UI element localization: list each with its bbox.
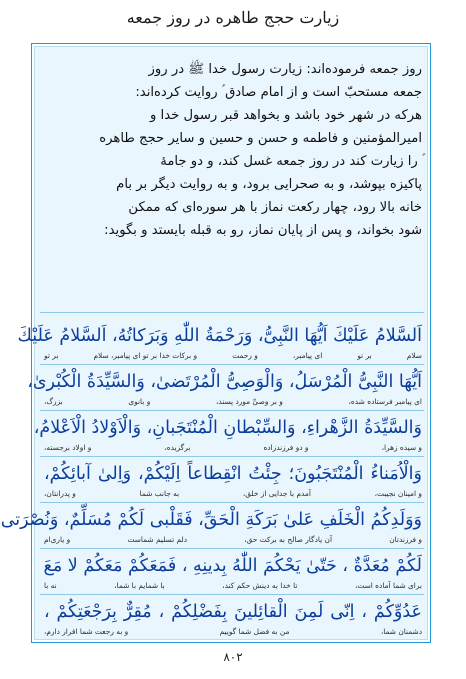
translation-word: ای پیامبر فرستاده شده، xyxy=(348,397,422,406)
line-divider xyxy=(40,410,424,411)
verse-translation xyxy=(44,489,422,499)
translation-word: نه با xyxy=(44,581,57,590)
verse-arabic: وَوَلَدِكُمُ الْخَلَفِ عَلیٰ بَرَكَةِ الْحَقِّ، فَقَلْبی لَكُمْ مُسَلِّمٌ، وَنُصْرَتی xyxy=(0,510,422,530)
verse-translation xyxy=(44,581,422,591)
translation-word: من به فضل شما گوییم xyxy=(219,627,290,636)
translation-word: ای پیامبر، xyxy=(292,351,323,360)
verse-translation xyxy=(44,535,422,545)
translation-word: و اولاد برجسته، xyxy=(44,443,92,452)
translation-word: تا خدا به دینش حکم کند، xyxy=(222,581,298,590)
translation-word: و پدرانتان، xyxy=(44,489,76,498)
verse-arabic: عَدُوِّكُمْ ، اِنّی لَمِنَ الْقائِلینَ بِفَضْلِكُمْ ، مُقِرٌّ بِرَجْعَتِكُمْ ، xyxy=(44,602,422,622)
line-divider xyxy=(40,364,424,365)
line-divider xyxy=(40,456,424,457)
verse-arabic: اَیُّهَا النَّبِیُّ الْمُرْسَلُ، وَالْوَصِیُّ الْمُرْتَضیٰ، وَالسَّیِّدَةُ الْكُبْریٰ، xyxy=(27,372,422,392)
translation-word: و رحمت xyxy=(232,351,258,360)
verse-arabic: لَكُمْ مُعَدَّةٌ ، حَتّیٰ یَحْكُمَ اللّٰهُ بِدینِهِ ، فَمَعَكُمْ مَعَكُمْ لا مَعَ xyxy=(43,556,422,576)
translation-word: بزرگ، xyxy=(44,397,63,406)
prose-line: امیرالمؤمنین و فاطمه و حسن و حسین و سایر حجج طاهره xyxy=(99,131,422,146)
translation-word: و به رجعت شما اقرار دارم، xyxy=(44,627,129,636)
verse-arabic: وَالسَّیِّدَةُ الزَّهْراءِ، وَالسِّبْطانِ الْمُنْتَجَبانِ، وَالْاَوْلادُ الْاَعْلامُ، xyxy=(33,418,422,438)
prose-line: جمعه مستحبّ است و از امام صادق ؑ روایت کرده‌اند: xyxy=(135,85,422,100)
line-divider xyxy=(40,548,424,549)
verse-translation xyxy=(44,627,422,637)
prose-line: خانه بالا رود، چهار رکعت نماز با هر سوره‌ای که ممکن xyxy=(128,200,422,215)
prose-line: ؑ را زیارت کند در روز جمعه غسل کند، و دو جامهٔ xyxy=(160,154,422,169)
section-divider xyxy=(40,312,424,313)
prose-line: پاکیزه بپوشد، و به صحرایی برود، و به روایت دیگر بر بام xyxy=(116,177,422,192)
translation-word: و امینان نجیبت، xyxy=(374,489,422,498)
translation-word: برای شما آماده است، xyxy=(354,581,422,590)
translation-word: بر تو xyxy=(357,351,372,360)
translation-word: سلام xyxy=(406,351,422,360)
verse-block xyxy=(0,506,422,545)
line-divider xyxy=(40,594,424,595)
translation-word: برگزیده، xyxy=(164,443,191,452)
verse-translation xyxy=(44,397,422,407)
verse-translation xyxy=(44,351,422,361)
verse-block xyxy=(44,598,422,637)
translation-word: دلم تسلیم شماست xyxy=(127,535,188,544)
line-divider xyxy=(40,502,424,503)
translation-word: و یاری‌ام xyxy=(44,535,71,544)
translation-word: و دو فرزندزاده xyxy=(263,443,309,452)
page-header xyxy=(0,8,466,27)
header-title: زیارت حجج طاهره در روز جمعه xyxy=(126,8,340,27)
translation-word: و فرزندتان xyxy=(389,535,422,544)
translation-word: دشمنان شما، xyxy=(380,627,422,636)
verse-block xyxy=(17,322,422,361)
prose-line: شود بخواند، و پس از پایان نماز، رو به قبله بایستد و بگوید: xyxy=(104,223,422,238)
verse-translation xyxy=(44,443,422,453)
verse-block xyxy=(27,368,422,407)
page-number: ۸۰۲ xyxy=(223,650,243,664)
translation-word: و بانوی xyxy=(128,397,151,406)
verse-arabic: اَلسَّلامُ عَلَیْكَ اَیُّهَا النَّبِیُّ، وَرَحْمَةُ اللّٰهِ وَبَرَكاتُهُ، اَلسَّلامُ عَلَیْكَ xyxy=(17,326,422,346)
translation-word: و برکات خدا بر تو ای پیامبر، سلام xyxy=(93,351,198,360)
translation-word: و سیده زهرا، xyxy=(381,443,422,452)
prose-line: هرکه در شهر خود باشد و بخواهد قبر رسول خدا و xyxy=(149,108,422,123)
translation-word: بر تو xyxy=(44,351,59,360)
translation-word: و بر وصیِّ مورد پسند، xyxy=(215,397,283,406)
translation-word: به جانب شما xyxy=(139,489,180,498)
prose-line: روز جمعه فرموده‌اند: زیارت رسول خدا ﷺ در روز xyxy=(148,62,422,77)
translation-word: آن یادگار صالح به برکت حق، xyxy=(244,535,332,544)
verse-block xyxy=(44,460,422,499)
translation-word: آمدم با جدایی از خلق، xyxy=(242,489,311,498)
intro-text xyxy=(44,58,422,242)
translation-word: با شمایم با شما، xyxy=(114,581,165,590)
verse-arabic: وَالْاُمَناءُ الْمُنْتَجَبُونَ؛ جِئْتُ انْقِطاعاً اِلَیْكُمْ، وَاِلیٰ آبائِكُمْ، xyxy=(44,464,422,484)
verse-block xyxy=(44,552,422,591)
verse-block xyxy=(33,414,422,453)
